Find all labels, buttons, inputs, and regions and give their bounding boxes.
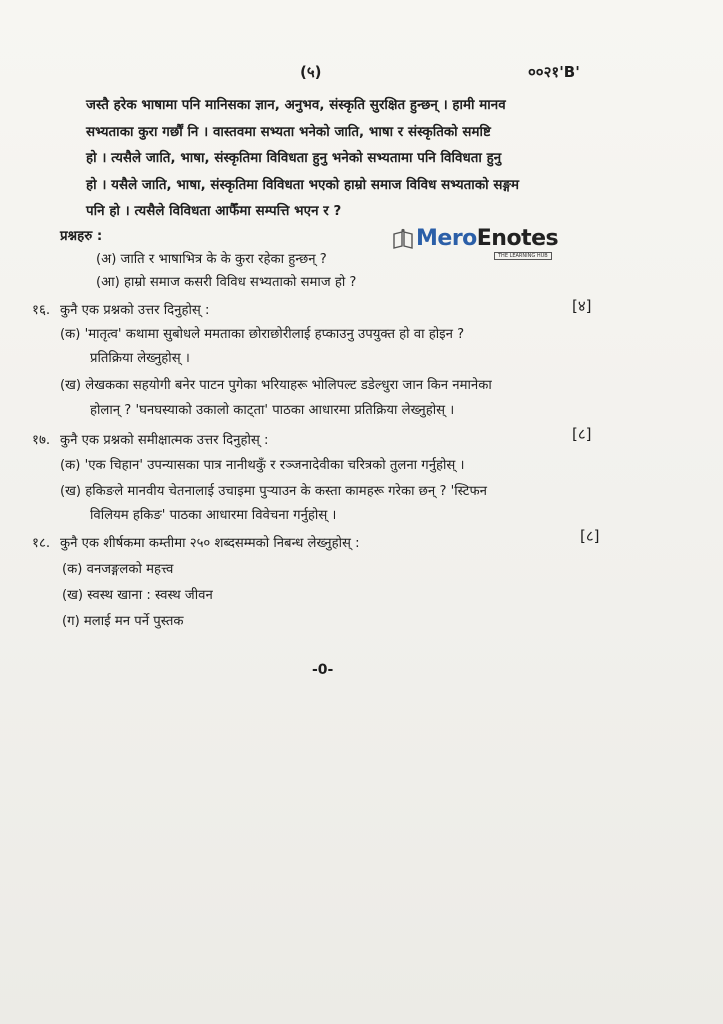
question-aa: (आ) हाम्रो समाज कसरी विविध सभ्यताको समाज हो ? [96,275,357,290]
q17-marks: [८] [572,425,592,443]
q16-option-ka-line1: (क) 'मातृत्व' कथामा सुबोधले ममताका छोराछोरीलाई हप्काउनु उपयुक्त हो वा होइन ? [60,327,465,342]
question-a: (अ) जाति र भाषाभित्र के के कुरा रहेका हुन्छन् ? [96,252,327,267]
q17-option-kha-line2: विलियम हकिङ' पाठका आधारमा विवेचना गर्नुहोस् । [90,508,337,523]
q16-marks: [४] [572,297,592,315]
q17-option-kha-line1: (ख) हकिङले मानवीय चेतनालाई उचाइमा पुऱ्याउन के कस्ता कामहरू गरेका छन् ? 'स्टिफन [60,484,487,499]
q17-number: १७. [32,433,51,448]
q16-option-kha-line2: होलान् ? 'घनघस्याको उकालो काट्ता' पाठका आधारमा प्रतिक्रिया लेख्नुहोस् । [90,403,455,418]
passage-line: जस्तै हरेक भाषामा पनि मानिसका ज्ञान, अनुभव, संस्कृति सुरक्षित हुन्छन् । हामी मानव [86,98,506,113]
page-number: (५) [300,63,322,81]
questions-label: प्रश्नहरु : [60,229,103,244]
logo-tagline: THE LEARNING HUB [494,252,552,260]
passage-line: हो । यसैले जाति, भाषा, संस्कृतिमा विविधता भएको हाम्रो समाज विविध सभ्यताको सङ्गम [86,177,520,193]
passage [86,93,616,226]
end-marker: -0- [312,662,334,678]
q17-prompt: कुनै एक प्रश्नको समीक्षात्मक उत्तर दिनुहोस् : [60,433,269,448]
book-icon [392,228,414,250]
q16-prompt: कुनै एक प्रश्नको उत्तर दिनुहोस् : [60,303,210,318]
q18-number: १८. [32,536,51,551]
passage-line: हो । त्यसैले जाति, भाषा, संस्कृतिमा विविधता हुनु भनेको सभ्यतामा पनि विविधता हुनु [86,151,502,166]
q16-number: १६. [32,303,51,318]
q17-option-ka: (क) 'एक चिहान' उपन्यासका पात्र नानीथकुँ र रञ्जनादेवीका चरित्रको तुलना गर्नुहोस् । [60,458,465,473]
q18-option-kha: (ख) स्वस्थ खाना : स्वस्थ जीवन [62,588,213,603]
exam-code: ००२१'B' [528,63,580,81]
q16-option-kha-line1: (ख) लेखकका सहयोगी बनेर पाटन पुगेका भरियाहरू भोलिपल्ट डडेल्धुरा जान किन नमानेका [60,378,492,393]
q18-marks: [८] [580,527,600,545]
passage-line: सभ्यताका कुरा गर्छौं नि । वास्तवमा सभ्यता भनेको जाति, भाषा र संस्कृतिको समष्टि [86,124,491,140]
q16-option-ka-line2: प्रतिक्रिया लेख्नुहोस् । [90,351,190,366]
meroenotes-watermark [392,224,574,262]
q18-option-ka: (क) वनजङ्गलको महत्त्व [62,562,174,577]
logo-text: MeroEnotes [416,226,559,251]
q18-option-ga: (ग) मलाई मन पर्ने पुस्तक [62,614,184,629]
q18-prompt: कुनै एक शीर्षकमा कम्तीमा २५० शब्दसम्मको निबन्ध लेख्नुहोस् : [60,536,360,551]
passage-line: पनि हो । त्यसैले विविधता आफैँमा सम्पत्ति भएन र ? [86,204,342,219]
